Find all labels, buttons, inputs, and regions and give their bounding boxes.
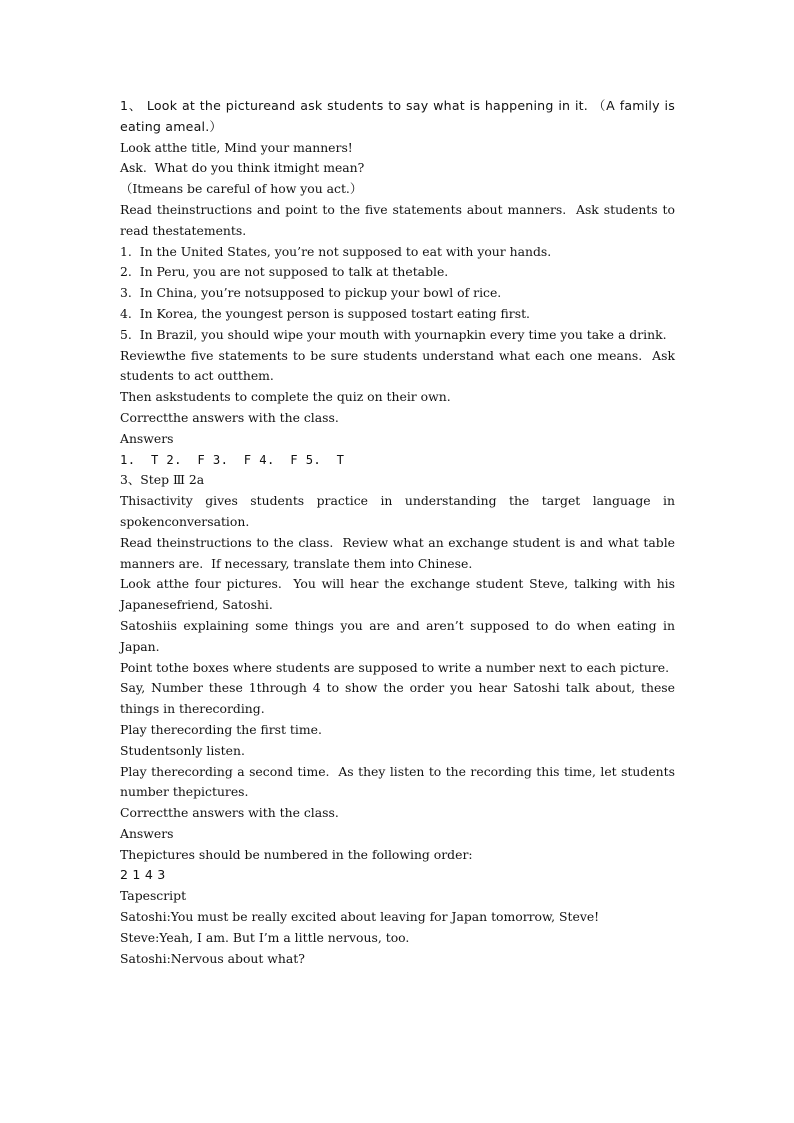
paragraph-point-boxes: Point tothe boxes where students are supposed to write a number next to each picture. (120, 659, 670, 675)
paragraph-read-instructions: Read theinstructions and point to the five statements about manners. Ask students to read thestatements. (120, 201, 679, 238)
statement-item-5: 5. In Brazil, you should wipe your mouth with yournapkin every time you take a drink. (120, 326, 667, 342)
dialogue-line-1: Satoshi:You must be really excited about leaving for Japan tomorrow, Steve! (120, 909, 600, 925)
paragraph-complete-quiz: Then askstudents to complete the quiz on their own. (120, 389, 451, 405)
paragraph-ask-meaning: Ask. What do you think itmight mean? (120, 160, 365, 176)
answers-heading: Answers (120, 430, 174, 446)
paragraph-play-second: Play therecording a second time. As they listen to the recording this time, let students number thepictures. (120, 763, 679, 800)
paragraph-picture-order: Thepictures should be numbered in the following order: (120, 846, 473, 862)
paragraph-activity: Thisactivity gives students practice in understanding the target language in spokenconversation. (120, 493, 679, 529)
paragraph-review-statements: Reviewthe five statements to be sure students understand what each one means. Ask students to act outthem. (120, 347, 679, 384)
paragraph-four-pictures: Look atthe four pictures. You will hear the exchange student Steve, talking with his Japanesefriend, Satoshi. (120, 576, 679, 613)
statement-item-3: 3. In China, you’re notsupposed to pickup your bowl of rice. (120, 285, 502, 301)
statement-item-2: 2. In Peru, you are not supposed to talk at thetable. (120, 264, 449, 280)
paragraph-students-listen: Studentsonly listen. (120, 742, 245, 758)
paragraph-play-first: Play therecording the first time. (120, 721, 322, 737)
dialogue-line-2: Steve:Yeah, I am. But I’m a little nervous, too. (120, 929, 410, 945)
document-page (120, 96, 680, 969)
paragraph-satoshi-explaining: Satoshiis explaining some things you are and aren’t supposed to do when eating in Japan. (120, 617, 679, 654)
answers-heading-2: Answers (120, 825, 174, 841)
paragraph-meaning-answer: （Itmeans be careful of how you act.） (120, 181, 363, 197)
tapescript-heading: Tapescript (120, 888, 187, 904)
paragraph-intro-picture: 1、 Look at the pictureand ask students to say what is happening in it. （A family is eating ameal.） (120, 98, 680, 134)
dialogue-line-3: Satoshi:Nervous about what? (120, 950, 305, 966)
statement-item-4: 4. In Korea, the youngest person is supposed tostart eating first. (120, 305, 530, 321)
paragraph-read-instructions-class: Read theinstructions to the class. Review what an exchange student is and what table manners are. If necessary, translate them into Chinese. (120, 534, 679, 571)
statement-item-1: 1. In the United States, you’re not supposed to eat with your hands. (120, 243, 552, 259)
paragraph-correct-answers-2: Correctthe answers with the class. (120, 805, 339, 821)
paragraph-correct-answers: Correctthe answers with the class. (120, 409, 339, 425)
paragraph-look-title: Look atthe title, Mind your manners! (120, 139, 353, 155)
paragraph-number-order: Say, Number these 1through 4 to show the order you hear Satoshi talk about, these things in therecording. (120, 680, 679, 717)
step-heading: 3、Step Ⅲ 2a (120, 472, 205, 488)
picture-order-answer: 2 1 4 3 (120, 867, 166, 883)
answers-list: 1. T 2. F 3. F 4. F 5. T (120, 452, 345, 467)
